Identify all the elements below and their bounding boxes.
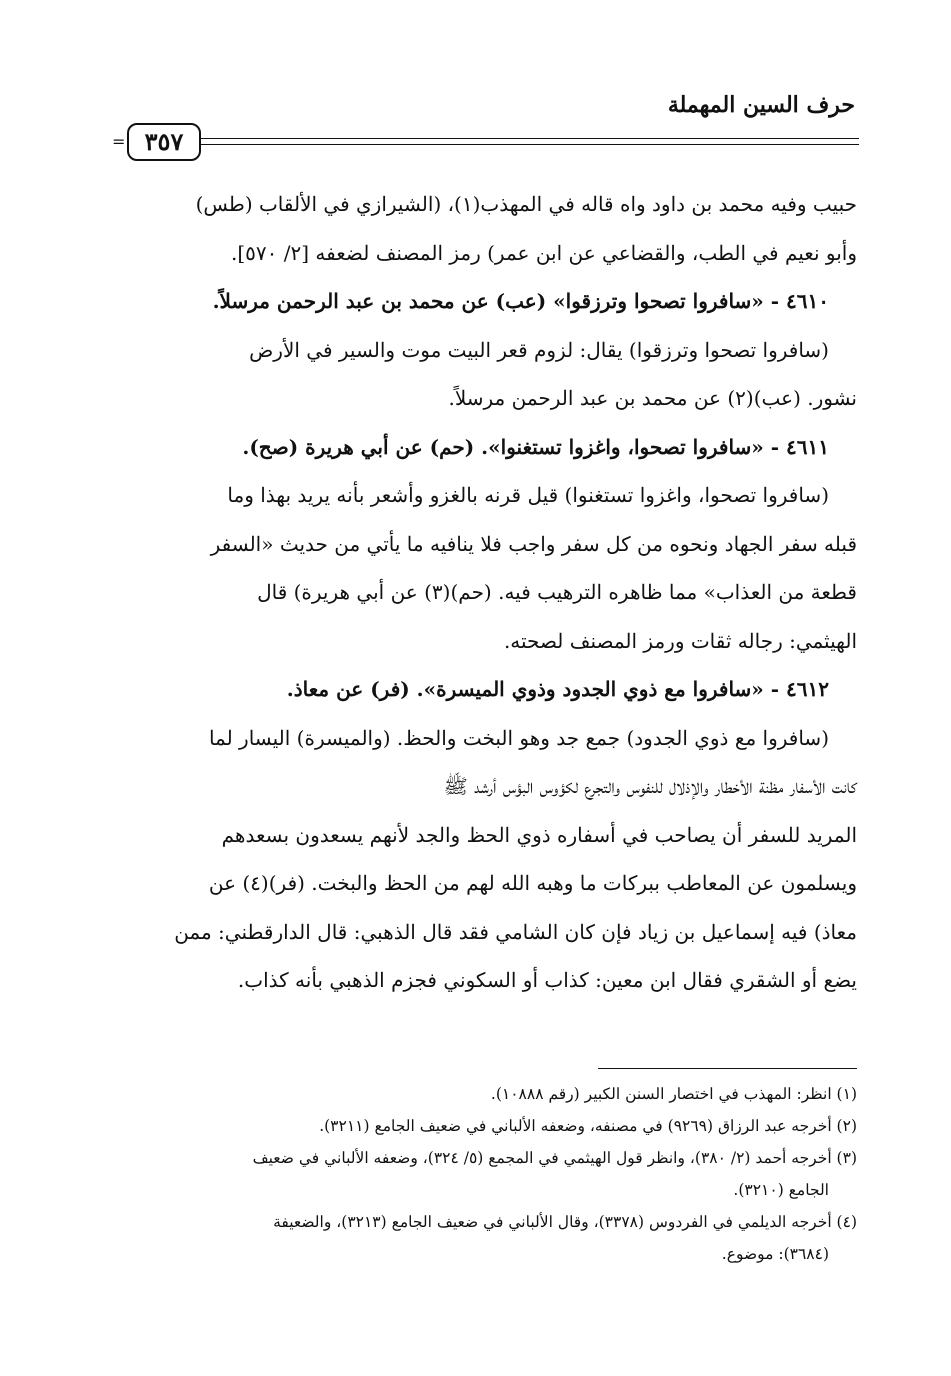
text-line: (سافروا تصحوا وترزقوا) يقال: لزوم قعر البيت موت والسير في الأرض bbox=[249, 337, 829, 362]
text-line: معاذ) فيه إسماعيل بن زياد فإن كان الشامي فقد قال الذهبي: قال الدارقطني: ممن bbox=[174, 919, 857, 944]
text-line: الهيثمي: رجاله ثقات ورمز المصنف لصحته. bbox=[503, 628, 857, 653]
page-number: ٣٥٧ bbox=[127, 123, 201, 161]
text-line: نشور. (عب)(٢) عن محمد بن عبد الرحمن مرسلاً. bbox=[448, 386, 857, 410]
text-line: ويسلمون عن المعاطب ببركات ما وهبه الله لهم من الحظ والبخت. (فر)(٤) عن bbox=[208, 871, 857, 895]
text-line: (سافروا تصحوا، واغزوا تستغنوا) قيل قرنه بالغزو وأشعر بأنه يريد بهذا وما bbox=[227, 483, 829, 507]
hadith-4611: ٤٦١١ - «سافروا تصحوا، واغزوا تستغنوا». (حم) عن أبي هريرة (صح). bbox=[242, 434, 829, 459]
text-line: (سافروا مع ذوي الجدود) جمع جد وهو البخت والحظ. (والميسرة) اليسار لما bbox=[208, 725, 829, 750]
hadith-4610: ٤٦١٠ - «سافروا تصحوا وترزقوا» (عب) عن محمد بن عبد الرحمن مرسلاً. bbox=[212, 289, 829, 313]
text-line: كانت الأسفار مظنة الأخطار والإذلال للنفوس والتجرع لكؤوس البؤس أرشد ﷺ bbox=[443, 774, 857, 798]
footnote-3: (٣) أخرجه أحمد (٢/ ٣٨٠)، وانظر قول الهيثمي في المجمع (٥/ ٣٢٤)، وضعفه الألباني في ضعيف bbox=[252, 1149, 857, 1167]
header-rule-double bbox=[200, 144, 859, 145]
text-line: يضع أو الشقري فقال ابن معين: كذاب أو السكوني فجزم الذهبي بأنه كذاب. bbox=[237, 968, 857, 992]
footnotes bbox=[110, 1078, 857, 1270]
chapter-title: حرف السين المهملة bbox=[667, 92, 855, 118]
footnote-separator bbox=[598, 1068, 857, 1069]
text-line: المريد للسفر أن يصاحب في أسفاره ذوي الحظ والجد لأنهم يسعدون بسعدهم bbox=[221, 822, 857, 847]
footnote-4-continued: (٣٦٨٤): موضوع. bbox=[721, 1245, 829, 1263]
text-line: وأبو نعيم في الطب، والقضاعي عن ابن عمر) رمز المصنف لضعفه [٢/ ٥٧٠]. bbox=[231, 240, 857, 265]
text-line: حبيب وفيه محمد بن داود واه قاله في المهذب(١)، (الشيرازي في الألقاب (طس) bbox=[195, 192, 857, 216]
footnote-3-continued: الجامع (٣٢١٠). bbox=[733, 1181, 829, 1199]
footnote-1: (١) انظر: المهذب في اختصار السنن الكبير (رقم ١٠٨٨٨). bbox=[490, 1085, 857, 1103]
text-line: قطعة من العذاب» مما ظاهره الترهيب فيه. (حم)(٣) عن أبي هريرة) قال bbox=[257, 580, 857, 604]
footnote-2: (٢) أخرجه عبد الرزاق (٩٢٦٩) في مصنفه، وضعفه الألباني في ضعيف الجامع (٣٢١١). bbox=[319, 1117, 857, 1135]
footnote-4: (٤) أخرجه الديلمي في الفردوس (٣٣٧٨)، وقال الألباني في ضعيف الجامع (٣٢١٣)، والضعيفة bbox=[273, 1213, 857, 1231]
header-rule bbox=[200, 138, 859, 139]
hadith-4612: ٤٦١٢ - «سافروا مع ذوي الجدود وذوي الميسرة». (فر) عن معاذ. bbox=[286, 677, 829, 701]
text-line: قبله سفر الجهاد ونحوه من كل سفر واجب فلا ينافيه ما يأتي من حديث «السفر bbox=[210, 531, 857, 556]
main-text bbox=[110, 180, 857, 1005]
page-number-ornament: = bbox=[112, 132, 126, 151]
